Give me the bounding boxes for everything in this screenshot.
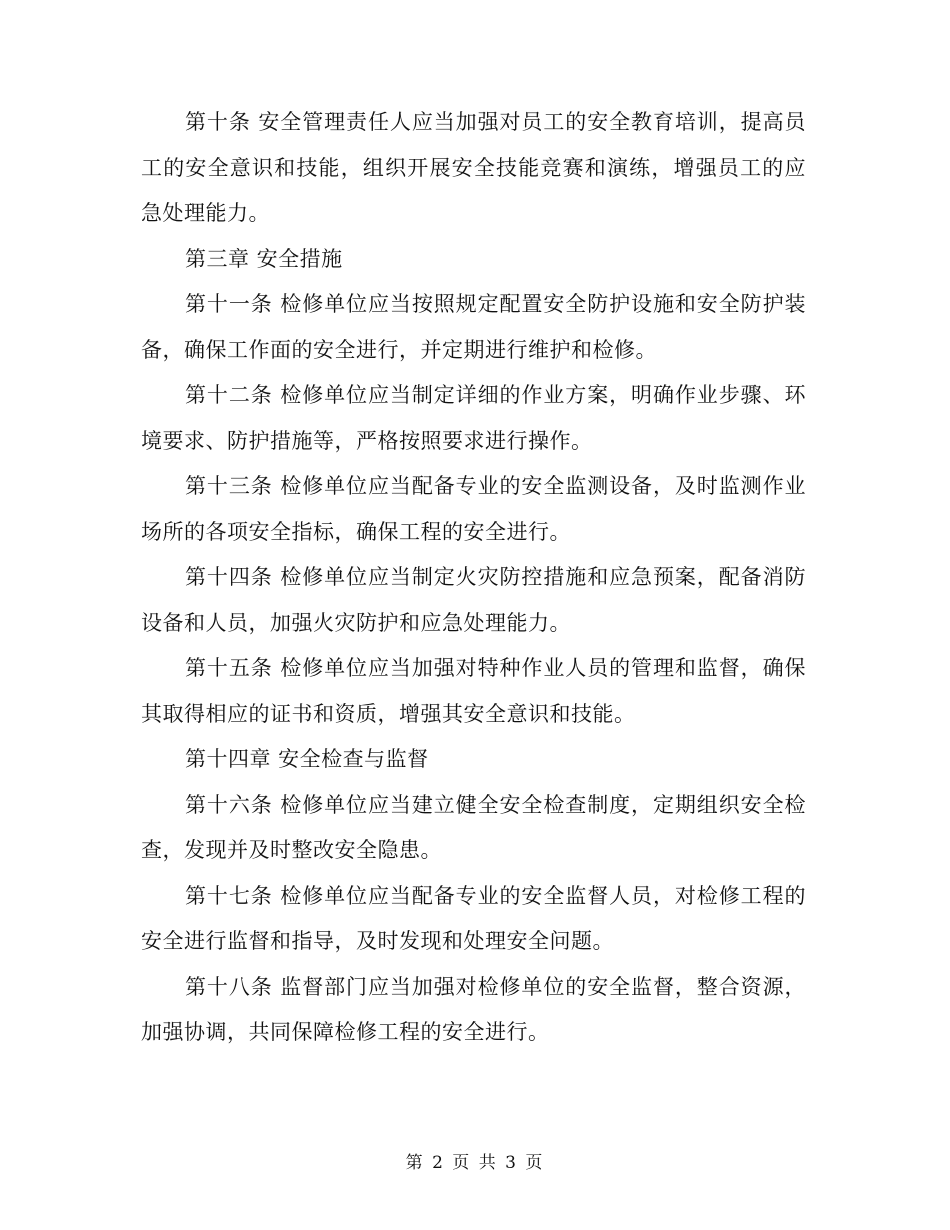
- article-11-paragraph: 第十一条 检修单位应当按照规定配置安全防护设施和安全防护装备，确保工作面的安全进行，并定期进行维护和检修。: [141, 292, 806, 362]
- article-14-paragraph: 第十四条 检修单位应当制定火灾防控措施和应急预案，配备消防设备和人员，加强火灾防护和应急处理能力。: [141, 565, 806, 635]
- article-17-paragraph: 第十七条 检修单位应当配备专业的安全监督人员，对检修工程的安全进行监督和指导，及时发现和处理安全问题。: [141, 883, 806, 953]
- document-body: [141, 100, 806, 1056]
- chapter-3-heading: 第三章 安全措施: [185, 246, 343, 271]
- article-10-paragraph: 第十条 安全管理责任人应当加强对员工的安全教育培训，提高员工的安全意识和技能，组织开展安全技能竞赛和演练，增强员工的应急处理能力。: [141, 110, 806, 225]
- article-13-paragraph: 第十三条 检修单位应当配备专业的安全监测设备，及时监测作业场所的各项安全指标，确保工程的安全进行。: [141, 474, 806, 544]
- article-16-paragraph: 第十六条 检修单位应当建立健全安全检查制度，定期组织安全检查，发现并及时整改安全隐患。: [141, 792, 806, 862]
- page-number-footer: 第 2 页 共 3 页: [405, 1153, 545, 1173]
- article-12-paragraph: 第十二条 检修单位应当制定详细的作业方案，明确作业步骤、环境要求、防护措施等，严格按照要求进行操作。: [141, 383, 806, 453]
- article-18-paragraph: 第十八条 监督部门应当加强对检修单位的安全监督，整合资源，加强协调，共同保障检修工程的安全进行。: [141, 974, 806, 1044]
- article-15-paragraph: 第十五条 检修单位应当加强对特种作业人员的管理和监督，确保其取得相应的证书和资质，增强其安全意识和技能。: [141, 656, 806, 726]
- chapter-14-heading: 第十四章 安全检查与监督: [185, 747, 429, 771]
